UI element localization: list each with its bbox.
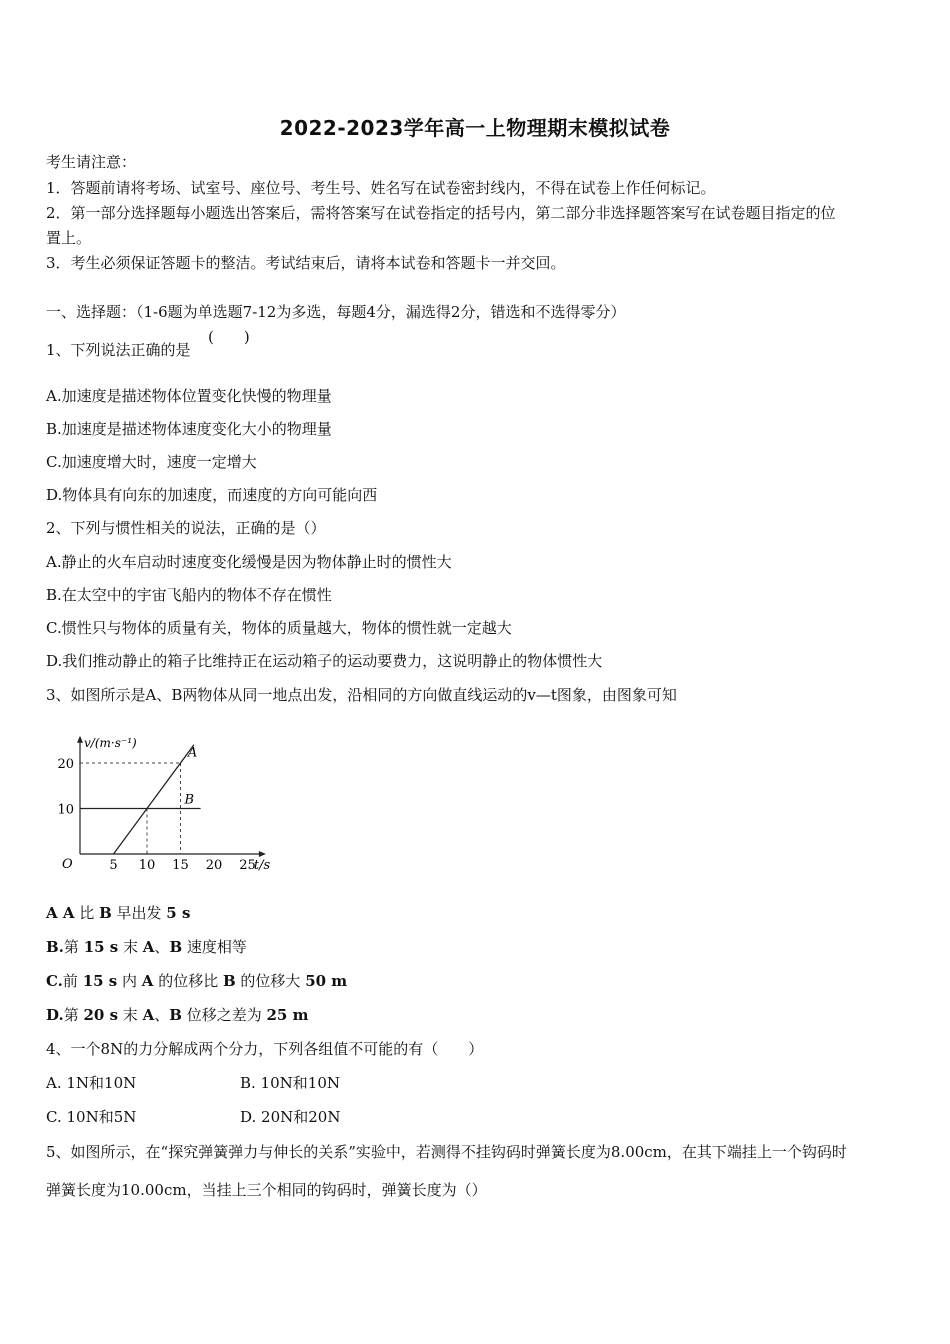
option-text: 的位移大	[235, 972, 306, 990]
option-text: B	[169, 938, 183, 956]
option-item	[46, 1005, 308, 1025]
option-text: A	[142, 1006, 155, 1024]
vt-graph	[46, 712, 276, 877]
option-item: B. 10N和10N	[240, 1074, 340, 1092]
option-text: 速度相等	[182, 938, 247, 956]
option-label: A	[46, 904, 63, 922]
option-item	[46, 971, 347, 991]
option-item: B.加速度是描述物体速度变化大小的物理量	[46, 420, 332, 438]
x-axis-label: t/s	[253, 858, 271, 873]
option-text: 第	[63, 1006, 84, 1024]
notice-item: 1．答题前请将考场、试室号、座位号、考生号、姓名写在试卷密封线内，不得在试卷上作任何标记。	[46, 179, 716, 197]
option-item	[46, 903, 190, 923]
option-item: D. 20N和20N	[240, 1108, 341, 1126]
x-tick-label: 5	[109, 858, 118, 873]
y-tick-label: 20	[57, 757, 74, 772]
option-label: C.	[46, 972, 63, 990]
series-label-B: B	[184, 792, 195, 808]
notice-item: 3．考生必须保证答题卡的整洁。考试结束后，请将本试卷和答题卡一并交回。	[46, 254, 566, 272]
option-item: C.加速度增大时，速度一定增大	[46, 453, 257, 471]
option-item: A. 1N和10N	[46, 1074, 137, 1092]
x-tick-label: 10	[138, 858, 156, 873]
option-text: 前	[62, 972, 83, 990]
option-item: A.静止的火车启动时速度变化缓慢是因为物体静止时的惯性大	[46, 553, 452, 571]
option-item: A.加速度是描述物体位置变化快慢的物理量	[46, 387, 332, 405]
option-item: C.惯性只与物体的质量有关，物体的质量越大，物体的惯性就一定越大	[46, 619, 512, 637]
option-item: D.物体具有向东的加速度，而速度的方向可能向西	[46, 486, 378, 504]
notice-item: 置上。	[46, 229, 92, 247]
option-text: A	[62, 904, 75, 922]
question-stem: 4、一个8N的力分解成两个分力，下列各组值不可能的有（ ）	[46, 1040, 484, 1058]
option-text: 内	[117, 972, 142, 990]
option-item: B.在太空中的宇宙飞船内的物体不存在惯性	[46, 586, 332, 604]
origin-label: O	[62, 857, 73, 872]
option-text: 、	[154, 1006, 170, 1024]
option-text: A	[142, 938, 155, 956]
series-line-A	[114, 745, 194, 854]
option-text: A	[141, 972, 154, 990]
x-tick-label: 20	[205, 858, 223, 873]
y-axis-arrow	[77, 736, 83, 743]
question-stem-cont: 弹簧长度为10.00cm，当挂上三个相同的钩码时，弹簧长度为（）	[46, 1181, 487, 1199]
option-item: C. 10N和5N	[46, 1108, 137, 1126]
option-text: 15 s	[83, 938, 119, 956]
option-text: 15 s	[82, 972, 118, 990]
question-stem: 1、下列说法正确的是	[46, 341, 191, 359]
option-text: 早出发	[111, 904, 167, 922]
x-axis-arrow	[259, 851, 266, 857]
question-stem: 3、如图所示是A、B两物体从同一地点出发，沿相同的方向做直线运动的v—t图象，由图象可知	[46, 686, 677, 704]
x-tick-label: 15	[172, 858, 189, 873]
question-stem: 2、下列与惯性相关的说法，正确的是（）	[46, 519, 326, 537]
section-heading: 一、选择题：（1-6题为单选题7-12为多选，每题4分，漏选得2分，错选和不选得零分）	[46, 303, 626, 321]
option-text: B	[169, 1006, 182, 1024]
page-title: 2022-2023学年高一上物理期末模拟试卷	[279, 116, 671, 140]
option-text: 25 m	[266, 1006, 309, 1024]
option-label: B.	[46, 938, 64, 956]
answer-paren: ( )	[208, 328, 250, 346]
question-stem: 5、如图所示，在“探究弹簧弹力与伸长的关系”实验中，若测得不挂钩码时弹簧长度为8.00cm，在其下端挂上一个钩码时	[46, 1143, 847, 1161]
option-text: 比	[74, 904, 100, 922]
option-text: 、	[154, 938, 170, 956]
option-text: 末	[118, 938, 143, 956]
option-text: B	[99, 904, 112, 922]
y-axis-label: v/(m·s⁻¹)	[84, 735, 137, 750]
option-text: 第	[63, 938, 84, 956]
notice-heading: 考生请注意：	[46, 153, 137, 171]
option-item	[46, 937, 247, 957]
option-text: 位移之差为	[181, 1006, 267, 1024]
option-text: B	[222, 972, 236, 990]
option-label: D.	[46, 1006, 64, 1024]
option-text: 末	[118, 1006, 143, 1024]
option-text: 50 m	[305, 972, 348, 990]
option-text: 5 s	[166, 904, 191, 922]
option-text: 的位移比	[153, 972, 223, 990]
x-tick-label: 25	[239, 858, 256, 873]
notice-item: 2．第一部分选择题每小题选出答案后，需将答案写在试卷指定的括号内，第二部分非选择题答案写在试卷题目指定的位	[46, 204, 836, 222]
series-label-A: A	[187, 745, 198, 761]
option-text: 20 s	[83, 1006, 119, 1024]
option-item: D.我们推动静止的箱子比维持正在运动箱子的运动要费力，这说明静止的物体惯性大	[46, 652, 603, 670]
y-tick-label: 10	[57, 802, 74, 818]
